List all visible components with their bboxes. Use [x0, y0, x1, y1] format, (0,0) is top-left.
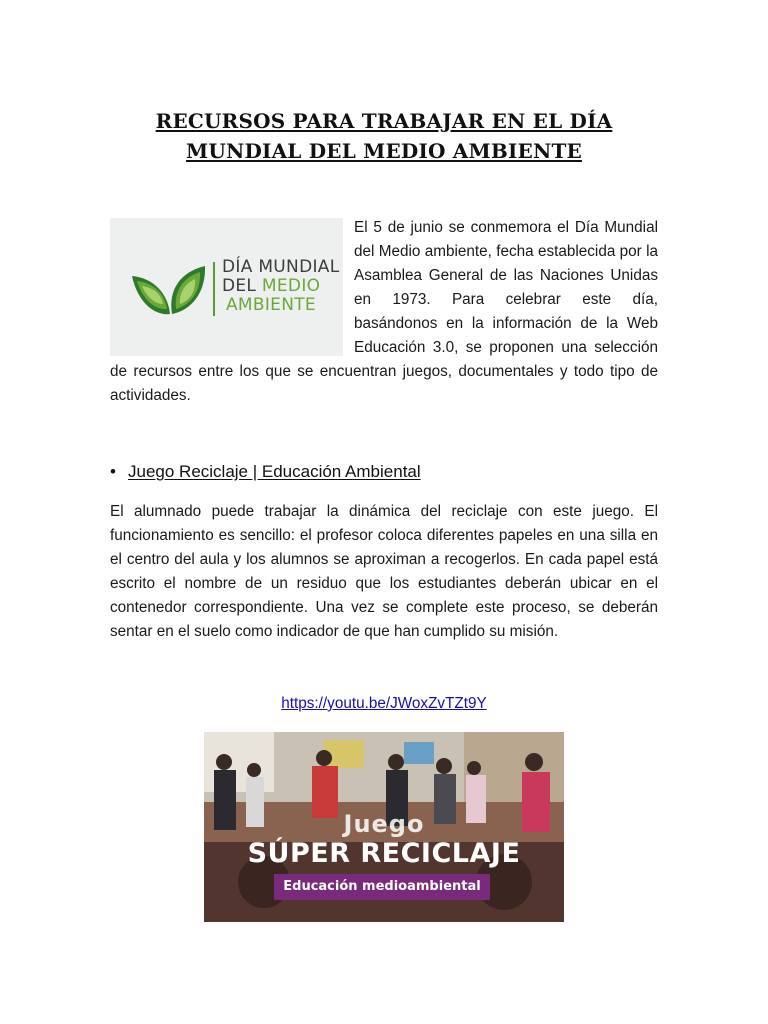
- section-body: El alumnado puede trabajar la dinámica del reciclaje con este juego. El funcionamiento es sencillo: el profesor coloca diferentes papeles en una silla en el centro del aula y los alumnos se aproximan a recogerlos. En cada papel está escrito el nombre de un residuo que los estudiantes deberán ubicar en el contenedor correspondiente. Una vez se complete este proceso, se deberán sentar en el suelo como indicador de que han cumplido su misión.: [110, 503, 658, 640]
- video-thumbnail[interactable]: [204, 732, 564, 922]
- intro-paragraph: [110, 216, 658, 408]
- youtube-link[interactable]: https://youtu.be/JWoxZvTZt9Y: [281, 695, 487, 712]
- logo-line-3: AMBIENTE: [226, 295, 316, 315]
- section-heading-text: Juego Reciclaje | Educación Ambiental: [128, 462, 421, 481]
- video-link-line: [110, 692, 658, 716]
- logo-line-2b: MEDIO: [261, 276, 321, 296]
- logo-line-2a: DEL: [222, 276, 262, 296]
- document-title: RECURSOS PARA TRABAJAR EN EL DÍA MUNDIAL DEL MEDIO AMBIENTE: [155, 109, 613, 163]
- intro-text: El 5 de junio se conmemora el Día Mundial del Medio ambiente, fecha establecida por la Asamblea General de las Naciones Unidas en 1973. Para celebrar este día, basándonos en la información de la Web Educación 3.0, se proponen una selección de recursos entre los que se encuentran juegos, documentales y todo tipo de actividades.: [110, 219, 658, 404]
- logo-line-1: DÍA MUNDIAL: [222, 257, 340, 277]
- video-main-title: SÚPER RECICLAJE: [247, 838, 521, 869]
- section-heading: [110, 460, 658, 484]
- video-small-title: Juego: [343, 810, 425, 838]
- bullet-icon: •: [110, 462, 116, 481]
- video-subtitle-band: Educación medioambiental: [274, 874, 490, 900]
